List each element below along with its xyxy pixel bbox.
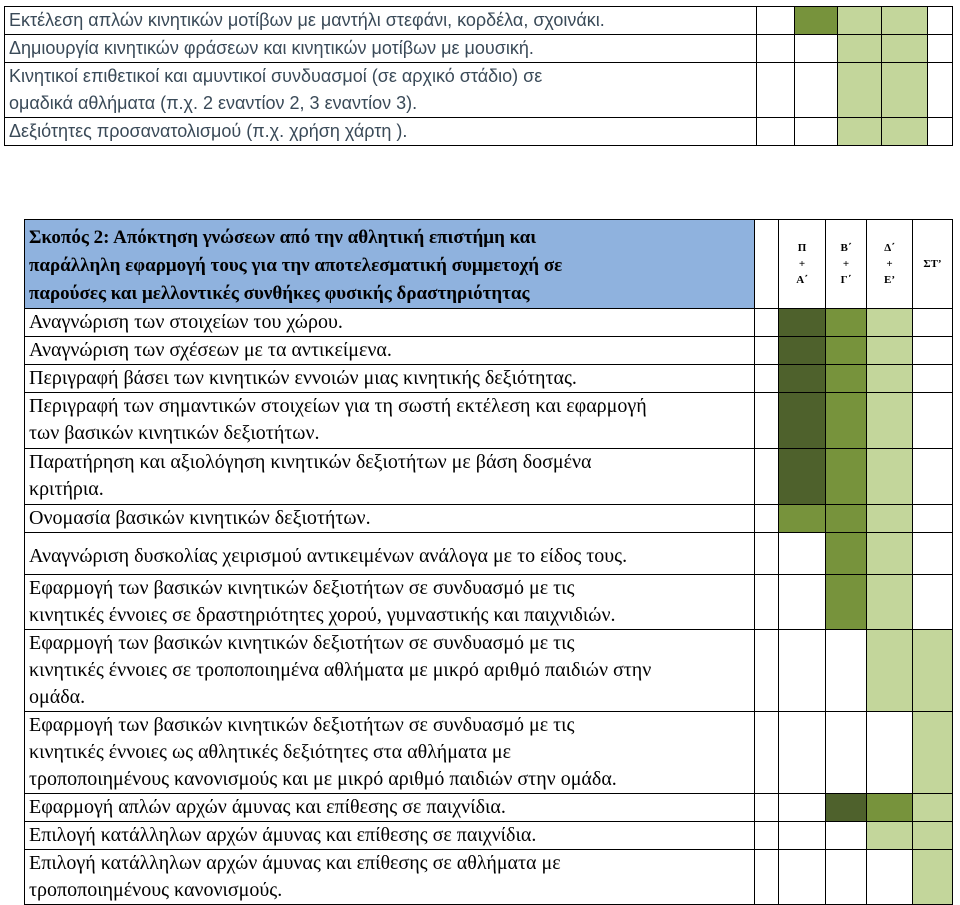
grade-cell (826, 365, 867, 393)
table-row (5, 63, 953, 118)
grade-cell (838, 35, 882, 63)
grade-cell (826, 794, 867, 822)
grade-cell (779, 533, 826, 575)
grade-cell (757, 63, 795, 118)
row-text: Παρατήρηση και αξιολόγηση κινητικών δεξιοτήτων με βάση δοσμένα (29, 451, 592, 473)
row-text: τροποποιημένους κανονισμούς. (29, 879, 283, 901)
grade-cell (928, 7, 953, 35)
grade-cell (913, 309, 953, 337)
grade-cell (867, 850, 913, 905)
grade-cell (755, 630, 779, 712)
grade-cell (779, 505, 826, 533)
grade-cell (779, 393, 826, 449)
grade-cell (928, 63, 953, 118)
table-row (25, 822, 953, 850)
grade-cell (913, 393, 953, 449)
grade-cell (867, 712, 913, 794)
row-text: Εφαρμογή απλών αρχών άμυνας και επίθεσης σε παιχνίδια. (29, 796, 506, 818)
grade-cell (826, 309, 867, 337)
grade-cell (755, 794, 779, 822)
row-text: κινητικές έννοιες σε τροποποιημένα αθλήματα με μικρό αριθμό παιδιών στην (29, 659, 652, 681)
table-row (25, 365, 953, 393)
row-text: Κινητικοί επιθετικοί και αμυντικοί συνδυασμοί (σε αρχικό στάδιο) σε (9, 66, 543, 86)
table-row (25, 505, 953, 533)
grade-cell (755, 575, 779, 630)
grade-cell (913, 822, 953, 850)
grade-cell (838, 63, 882, 118)
grade-cell (867, 365, 913, 393)
grade-cell (755, 337, 779, 365)
table-row (25, 449, 953, 505)
grade-cell (755, 220, 779, 309)
grade-header-d-e: Δ΄ + Ε’ (867, 220, 913, 309)
table-row (25, 575, 953, 630)
grade-cell (928, 118, 953, 146)
grade-cell (779, 337, 826, 365)
grade-cell (795, 7, 838, 35)
grade-cell (867, 794, 913, 822)
grade-cell (779, 850, 826, 905)
grade-cell (913, 630, 953, 712)
table-row (25, 712, 953, 794)
grade-cell (779, 794, 826, 822)
grade-cell (757, 7, 795, 35)
grade-cell (755, 393, 779, 449)
table-row (25, 337, 953, 365)
grade-cell (826, 337, 867, 365)
table-row (25, 533, 953, 575)
grade-cell (867, 533, 913, 575)
grade-cell (826, 505, 867, 533)
grade-cell (913, 505, 953, 533)
grade-cell (779, 712, 826, 794)
table-row (25, 309, 953, 337)
top-table (4, 6, 953, 146)
row-text: κριτήρια. (29, 478, 104, 500)
grade-cell (826, 712, 867, 794)
row-text: Περιγραφή βάσει των κινητικών εννοιών μιας κινητικής δεξιότητας. (29, 367, 577, 389)
grade-cell (779, 822, 826, 850)
row-text: Περιγραφή των σημαντικών στοιχείων για τη σωστή εκτέλεση και εφαρμογή (29, 395, 647, 417)
grade-cell (867, 337, 913, 365)
grade-cell (826, 850, 867, 905)
goal-table (24, 219, 953, 905)
grade-cell (882, 63, 928, 118)
grade-cell (795, 63, 838, 118)
grade-header-p-a: Π + Α΄ (779, 220, 826, 309)
grade-cell (867, 575, 913, 630)
row-text: ομαδικά αθλήματα (π.χ. 2 εναντίον 2, 3 εναντίον 3). (9, 93, 418, 113)
grade-cell (882, 35, 928, 63)
row-text: Επιλογή κατάλληλων αρχών άμυνας και επίθεσης σε παιχνίδια. (29, 824, 537, 846)
grade-cell (838, 118, 882, 146)
grade-cell (867, 449, 913, 505)
grade-cell (913, 533, 953, 575)
row-text: Αναγνώριση των σχέσεων με τα αντικείμενα. (29, 339, 392, 361)
grade-cell (867, 505, 913, 533)
row-text: Δεξιότητες προσανατολισμού (π.χ. χρήση χάρτη ). (5, 118, 757, 146)
grade-cell (779, 575, 826, 630)
goal-header-row (25, 220, 953, 309)
grade-cell (826, 822, 867, 850)
grade-header-b-g: Β΄ + Γ΄ (826, 220, 867, 309)
grade-cell (757, 118, 795, 146)
grade-cell (755, 822, 779, 850)
table-row (5, 118, 953, 146)
grade-cell (755, 533, 779, 575)
grade-header-st: ΣΤ’ (913, 220, 953, 309)
goal-title: Σκοπός 2: Απόκτηση γνώσεων από την αθλητική επιστήμη και παράλληλη εφαρμογή τους για την αποτελεσματική συμμετοχή σε παρούσες και μελλοντικές συνθήκες φυσικής δραστηριότητας (25, 220, 755, 309)
table-row (25, 850, 953, 905)
grade-cell (755, 309, 779, 337)
grade-cell (826, 533, 867, 575)
grade-cell (867, 309, 913, 337)
grade-cell (779, 449, 826, 505)
grade-cell (867, 630, 913, 712)
grade-cell (755, 505, 779, 533)
grade-cell (779, 630, 826, 712)
grade-cell (882, 118, 928, 146)
grade-cell (913, 794, 953, 822)
row-text: Επιλογή κατάλληλων αρχών άμυνας και επίθεσης σε αθλήματα με (29, 852, 561, 874)
table-row (25, 393, 953, 449)
row-text: Εφαρμογή των βασικών κινητικών δεξιοτήτων σε συνδυασμό με τις (29, 714, 575, 736)
table-row (25, 794, 953, 822)
row-text: κινητικές έννοιες σε δραστηριότητες χορού, γυμναστικής και παιχνιδιών. (29, 604, 616, 626)
row-text: Εφαρμογή των βασικών κινητικών δεξιοτήτων σε συνδυασμό με τις (29, 632, 575, 654)
row-text: Αναγνώριση των στοιχείων του χώρου. (29, 311, 343, 333)
grade-cell (755, 712, 779, 794)
row-text: Αναγνώριση δυσκολίας χειρισμού αντικειμένων ανάλογα με το είδος τους. (29, 545, 628, 567)
row-text: Ονομασία βασικών κινητικών δεξιοτήτων. (29, 507, 371, 529)
grade-cell (826, 630, 867, 712)
grade-cell (882, 7, 928, 35)
grade-cell (755, 365, 779, 393)
grade-cell (795, 118, 838, 146)
grade-cell (779, 309, 826, 337)
grade-cell (795, 35, 838, 63)
grade-cell (867, 822, 913, 850)
grade-cell (913, 712, 953, 794)
table-row (5, 35, 953, 63)
grade-cell (913, 365, 953, 393)
row-text: Δημιουργία κινητικών φράσεων και κινητικών μοτίβων με μουσική. (5, 35, 757, 63)
row-text: κινητικές έννοιες ως αθλητικές δεξιότητες στα αθλήματα με (29, 741, 512, 763)
grade-cell (755, 449, 779, 505)
grade-cell (826, 575, 867, 630)
row-text: Εφαρμογή των βασικών κινητικών δεξιοτήτων σε συνδυασμό με τις (29, 577, 575, 599)
grade-cell (913, 449, 953, 505)
grade-cell (928, 35, 953, 63)
grade-cell (913, 575, 953, 630)
row-text: των βασικών κινητικών δεξιοτήτων. (29, 422, 320, 444)
grade-cell (913, 850, 953, 905)
table-row (25, 630, 953, 712)
row-text: τροποποιημένους κανονισμούς και με μικρό αριθμό παιδιών στην ομάδα. (29, 768, 617, 790)
grade-cell (913, 337, 953, 365)
grade-cell (826, 449, 867, 505)
table-row (5, 7, 953, 35)
row-text: ομάδα. (29, 686, 86, 708)
grade-cell (779, 365, 826, 393)
grade-cell (755, 850, 779, 905)
row-text: Εκτέλεση απλών κινητικών μοτίβων με μαντήλι στεφάνι, κορδέλα, σχοινάκι. (5, 7, 757, 35)
grade-cell (867, 393, 913, 449)
grade-cell (757, 35, 795, 63)
grade-cell (838, 7, 882, 35)
grade-cell (826, 393, 867, 449)
